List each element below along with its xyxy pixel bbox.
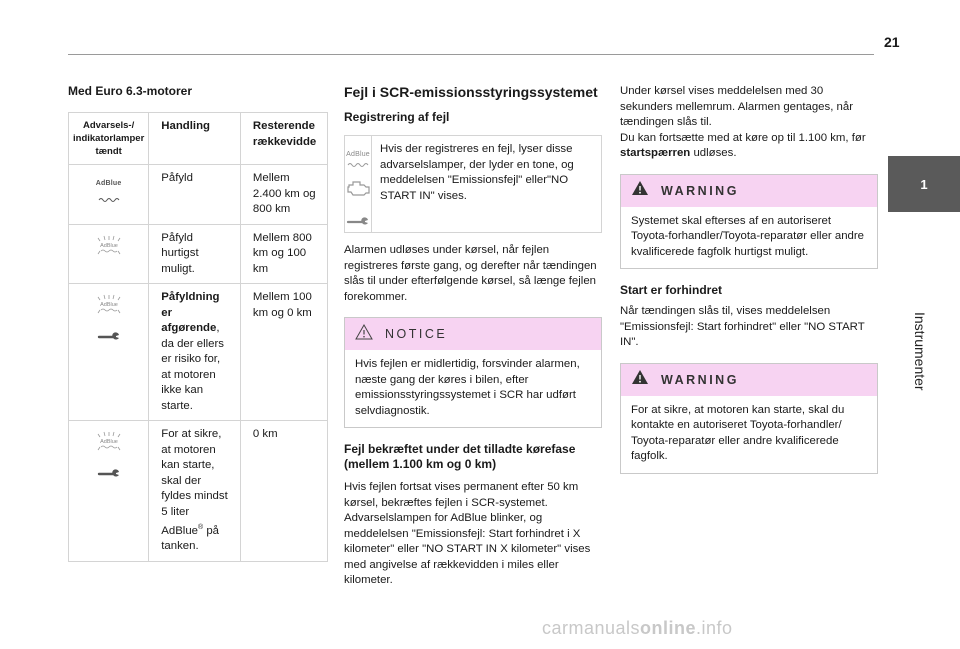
svg-text:AdBlue: AdBlue bbox=[99, 302, 118, 308]
table-row bbox=[69, 284, 328, 421]
column-left bbox=[68, 84, 328, 562]
notice-header bbox=[345, 318, 601, 350]
table-cell-range: 0 km bbox=[240, 421, 327, 562]
warning-lamps-text: Hvis der registreres en fejl, lyser disse advarselslamper, der lyder en tone, og meddelelsen "Emissionsfejl" eller"NO START IN" vises. bbox=[380, 143, 574, 202]
wrench-icon bbox=[346, 214, 370, 232]
adblue-flashing-icon bbox=[92, 294, 126, 322]
warning-lamps-icons bbox=[345, 136, 372, 232]
table-cell-action: Påfyldning er afgørende, da der ellers er risiko for, at motoren ikke kan starte. bbox=[149, 284, 241, 421]
page-number: 21 bbox=[884, 34, 900, 50]
table-cell-icons bbox=[69, 284, 149, 421]
adblue-table bbox=[68, 112, 328, 562]
warning-header-2 bbox=[621, 364, 877, 396]
table-cell-icons bbox=[69, 165, 149, 225]
column-middle bbox=[344, 84, 602, 589]
wrench-icon bbox=[97, 469, 121, 485]
paragraph-start-prevented: Når tændingen slås til, vises meddelelsen "Emissionsfejl: Start forhindret" eller "NO START IN". bbox=[620, 305, 865, 348]
header-rule bbox=[68, 54, 874, 55]
warning-label-1: WARNING bbox=[661, 183, 739, 198]
subheading-start-prevented: Start er forhindret bbox=[620, 283, 723, 297]
paragraph-continue: Du kan fortsætte med at køre op til 1.100 km, før startspærren udløses. bbox=[620, 131, 866, 159]
adblue-flashing-icon bbox=[92, 235, 126, 263]
subheading-confirmed: Fejl bekræftet under det tilladte kørefase (mellem 1.100 km og 0 km) bbox=[344, 442, 576, 471]
table-header-action: Handling bbox=[149, 113, 241, 165]
adblue-icon: AdBlue bbox=[96, 175, 122, 207]
paragraph-alarm: Alarmen udløses under kørsel, når fejlen registreres første gang, og derefter når tændingen slås til under efterfølgende kørsel, så længe fejlen forekommer. bbox=[344, 244, 597, 303]
table-row bbox=[69, 421, 328, 562]
table-cell-range: Mellem 100 km og 0 km bbox=[240, 284, 327, 421]
table-row bbox=[69, 224, 328, 284]
warning-box-1 bbox=[620, 174, 878, 270]
table-cell-range: Mellem 800 km og 100 km bbox=[240, 224, 327, 284]
warning-lamps-box bbox=[344, 135, 602, 233]
warning-triangle-icon bbox=[355, 324, 373, 345]
warning-box-2 bbox=[620, 363, 878, 474]
chapter-label: Instrumenter bbox=[912, 312, 928, 391]
watermark: carmanualsonline.info bbox=[542, 618, 733, 638]
table-cell-action: For at sikre, at motoren kan starte, skal der fyldes mindst 5 liter AdBlue® på tanken. bbox=[149, 421, 241, 562]
table-cell-action: Påfyld bbox=[149, 165, 241, 225]
svg-text:AdBlue: AdBlue bbox=[99, 242, 118, 249]
adblue-icon: AdBlue bbox=[346, 148, 370, 167]
warning-text-2: For at sikre, at motoren kan starte, skal du kontakte en autoriseret Toyota-forhandler/ Toyota-reparatør eller andre kvalificerede fagfolk. bbox=[631, 403, 845, 462]
notice-label: NOTICE bbox=[385, 327, 448, 341]
paragraph-interval: Under kørsel vises meddelelsen med 30 sekunders mellemrum. Alarmen gentages, når tændingen slås til. bbox=[620, 85, 853, 128]
warning-header-1 bbox=[621, 175, 877, 207]
table-row bbox=[69, 165, 328, 225]
table-header-lamps: Advarsels-/ indikatorlamper tændt bbox=[69, 113, 149, 165]
adblue-flashing-icon bbox=[92, 431, 126, 459]
subheading-detection: Registrering af fejl bbox=[344, 110, 450, 124]
column-right bbox=[620, 84, 878, 474]
section-title-scr: Fejl i SCR-emissionsstyringssystemet bbox=[344, 84, 598, 100]
table-cell-range: Mellem 2.400 km og 800 km bbox=[240, 165, 327, 225]
engine-icon bbox=[345, 179, 371, 202]
table-cell-icons bbox=[69, 224, 149, 284]
table-cell-icons bbox=[69, 421, 149, 562]
chapter-tab[interactable]: 1 bbox=[888, 156, 960, 212]
warning-text-1: Systemet skal efterses af en autoriseret Toyota-forhandler/Toyota-reparatør eller andre kvalificerede fagfolk hurtigst muligt. bbox=[631, 214, 864, 258]
notice-box bbox=[344, 317, 602, 428]
section-heading-euro: Med Euro 6.3-motorer bbox=[68, 84, 193, 98]
table-header-range: Resterende rækkevidde bbox=[240, 113, 327, 165]
table-header-row bbox=[69, 113, 328, 165]
table-cell-action: Påfyld hurtigst muligt. bbox=[149, 224, 241, 284]
wrench-icon bbox=[97, 332, 121, 348]
warning-triangle-icon bbox=[631, 369, 649, 390]
chapter-label-box bbox=[888, 212, 960, 391]
svg-text:AdBlue: AdBlue bbox=[99, 439, 118, 445]
warning-triangle-icon bbox=[631, 180, 649, 201]
paragraph-confirmed: Hvis fejlen fortsat vises permanent efter 50 km kørsel, bekræftes fejlen i SCR-systemet. Advarselslampen for AdBlue blinker, og meddelelsen "Emissionsfejl: Start forhindret i X kilometer" eller "NO START IN X kilometer" vises med angivelse af rækkevidden i miles eller kilometer. bbox=[344, 481, 591, 586]
notice-text: Hvis fejlen er midlertidig, forsvinder alarmen, næste gang der køres i bilen, efter emissionsstyringssystemet i SCR har udført selvdiagnostik. bbox=[355, 358, 580, 417]
warning-label-2: WARNING bbox=[661, 372, 739, 387]
